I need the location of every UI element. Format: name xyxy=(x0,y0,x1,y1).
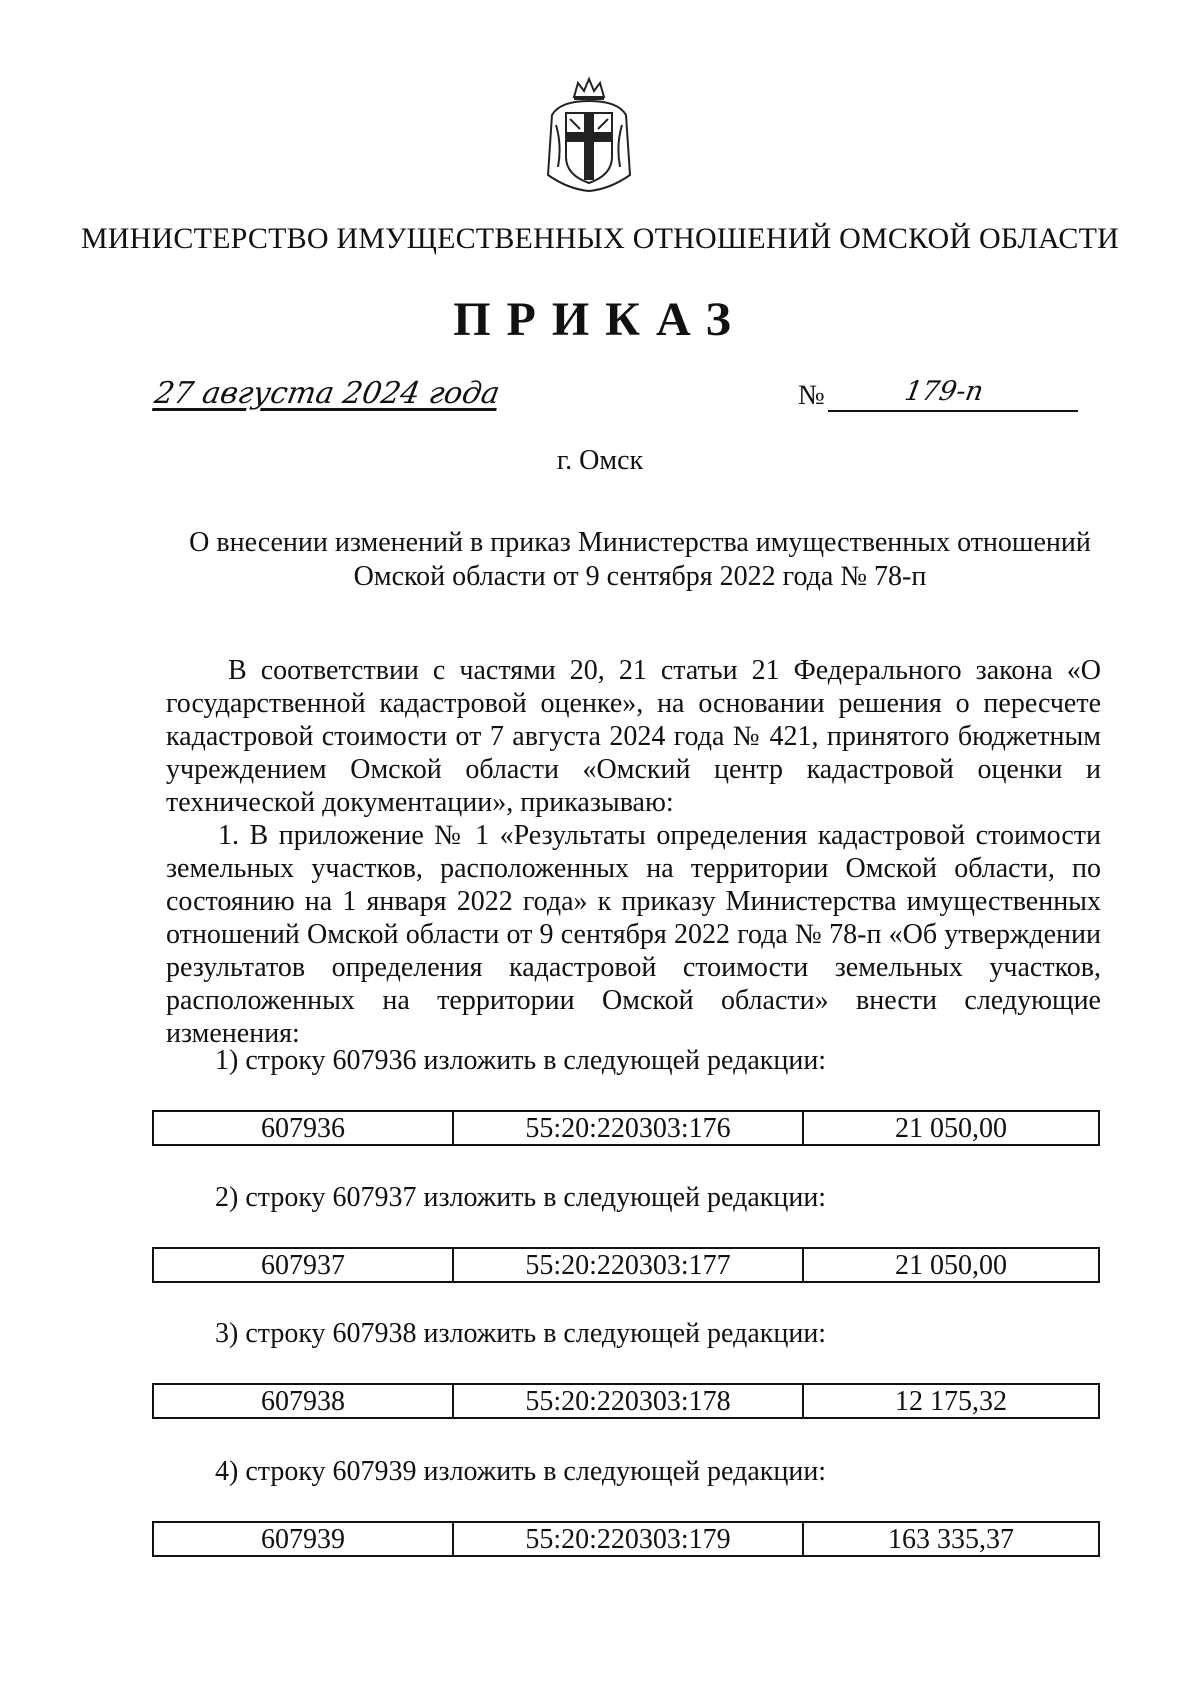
cadastral-number-cell: 55:20:220303:177 xyxy=(453,1248,803,1282)
subject-line-2: Омской области от 9 сентября 2022 года № 78-п xyxy=(353,561,927,592)
row-number-cell: 607937 xyxy=(153,1248,453,1282)
item-3-heading: 3) строку 607938 изложить в следующей редакции: xyxy=(215,1318,827,1349)
row-number-cell: 607939 xyxy=(153,1522,453,1556)
item-1-table xyxy=(152,1110,1100,1146)
row-number-cell: 607938 xyxy=(153,1384,453,1418)
number-label: № xyxy=(798,380,825,411)
table-row xyxy=(153,1522,1099,1556)
order-subject xyxy=(150,526,1130,594)
handwritten-number: 179-п xyxy=(902,376,986,407)
cadastral-value-cell: 163 335,37 xyxy=(803,1522,1099,1556)
cadastral-number-cell: 55:20:220303:179 xyxy=(453,1522,803,1556)
subject-line-1: О внесении изменений в приказ Министерства имущественных отношений xyxy=(189,527,1091,558)
order-body xyxy=(166,654,1101,1050)
cadastral-value-cell: 21 050,00 xyxy=(803,1248,1099,1282)
row-number-cell: 607936 xyxy=(153,1111,453,1145)
table-row xyxy=(153,1248,1099,1282)
clause-1-paragraph: 1. В приложение № 1 «Результаты определения кадастровой стоимости земельных участков, расположенных на территории Омской области, по состоянию на 1 января 2022 года» к приказу Министерства имущественных отношений Омской области от 9 сентября 2022 года № 78-п «Об утверждении результатов определения кадастровой стоимости земельных участков, расположенных на территории Омской области» внести следующие изменения: xyxy=(166,820,1101,1049)
table-row xyxy=(153,1384,1099,1418)
document-type-title: ПРИКАЗ xyxy=(453,293,747,346)
cadastral-value-cell: 12 175,32 xyxy=(803,1384,1099,1418)
item-1-heading: 1) строку 607936 изложить в следующей редакции: xyxy=(215,1045,827,1076)
cadastral-number-cell: 55:20:220303:176 xyxy=(453,1111,803,1145)
item-2-heading: 2) строку 607937 изложить в следующей редакции: xyxy=(215,1182,827,1213)
ministry-name: МИНИСТЕРСТВО ИМУЩЕСТВЕННЫХ ОТНОШЕНИЙ ОМСКОЙ ОБЛАСТИ xyxy=(80,222,1120,255)
cadastral-number-cell: 55:20:220303:178 xyxy=(453,1384,803,1418)
preamble-paragraph: В соответствии с частями 20, 21 статьи 21 Федерального закона «О государственной кадастровой оценке», на основании решения о пересчете кадастровой стоимости от 7 августа 2024 года № 421, принятого бюджетным учреждением Омской области «Омский центр кадастровой оценки и технической документации», приказываю: xyxy=(166,655,1101,818)
table-row xyxy=(153,1111,1099,1145)
item-4-heading: 4) строку 607939 изложить в следующей редакции: xyxy=(215,1456,827,1487)
omsk-coat-of-arms-emblem xyxy=(540,75,638,197)
handwritten-date: 27 августа 2024 года xyxy=(151,376,503,411)
number-underline xyxy=(828,410,1078,412)
item-2-table xyxy=(152,1247,1100,1283)
item-3-table xyxy=(152,1383,1100,1419)
cadastral-value-cell: 21 050,00 xyxy=(803,1111,1099,1145)
city-line: г. Омск xyxy=(556,445,644,476)
item-4-table xyxy=(152,1521,1100,1557)
